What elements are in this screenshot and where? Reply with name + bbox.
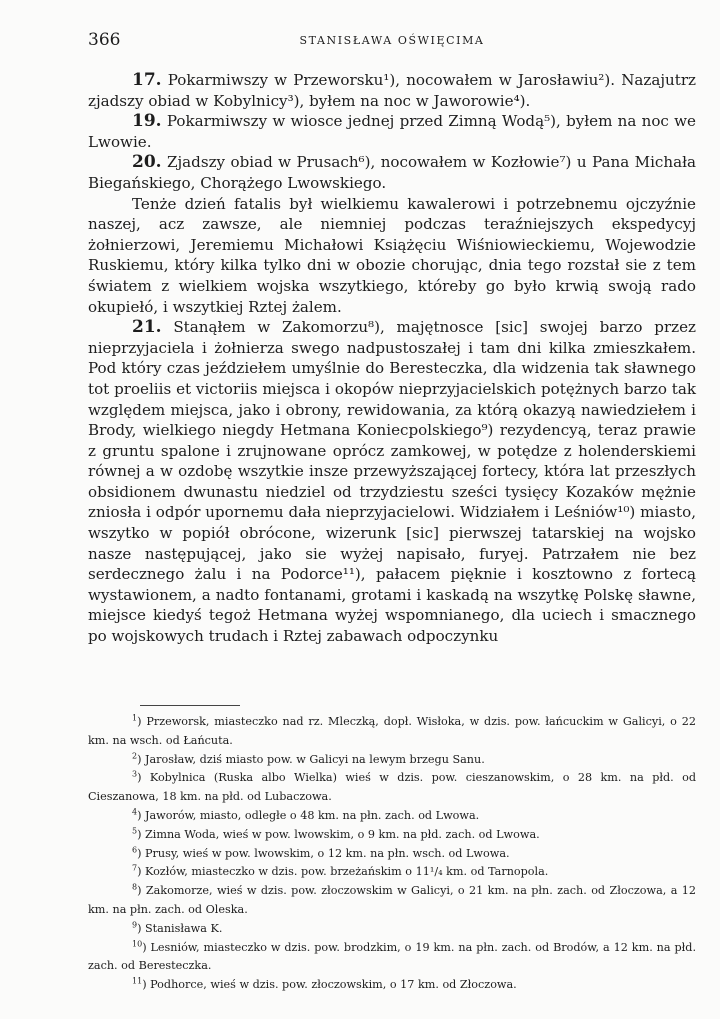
paragraph-text: Tenże dzień fatalis był wielkiemu kawalerowi i potrzebnemu ojczyźnie naszej, acz zawsze, ale niemniej podczas teraźniejszych ekspedycyj żołnierzowi, Jeremiemu Michałowi Książęciu Wiśniowieckiemu, Wojewodzie Ruskiemu, który kilka tylko dni w obozie chorując, dnia tego rozstał sie z tem światem z wielkiem wojska wszytkiego, któreby go było krwią swoją rado okupiełó, i wszytkiej Rztej żalem. bbox=[88, 194, 696, 316]
footnote: $^4$) Jaworów, miasto, odległe o 48 km. na płn. zach. od Lwowa. bbox=[132, 807, 480, 822]
footnote-mark: 5 bbox=[132, 826, 138, 836]
footnote-text: Podhorce, wieś w dzis. pow. złoczowskim, o 17 km. od Złoczowa. bbox=[150, 978, 517, 992]
paragraph bbox=[88, 317, 696, 647]
paragraph-text: Pokarmiwszy w Przeworsku¹), nocowałem w Jarosławiu²). Nazajutrz zjadszy obiad w Kobylnicy³), byłem na noc w Jaworowie⁴). bbox=[88, 71, 696, 110]
entry-number: 21. bbox=[132, 317, 162, 338]
page-header bbox=[88, 30, 696, 54]
footnote: $^3$) Kobylnica (Ruska albo Wielka) wieś w dzis. pow. cieszanowskim, o 28 km. na płd. od Cieszanowa, 18 km. na płd. od Lubaczowa. bbox=[88, 769, 697, 804]
body-text bbox=[88, 70, 696, 647]
footnote-text: Jaworów, miasto, odległe o 48 km. na płn. zach. od Lwowa. bbox=[145, 808, 480, 822]
footnote: $^2$) Jarosław, dziś miasto pow. w Galicyi na lewym brzegu Sanu. bbox=[132, 750, 485, 766]
footnote-mark: 1 bbox=[132, 713, 138, 723]
footnote-mark: 10 bbox=[132, 938, 143, 948]
footnote: $^9$) Stanisława K. bbox=[132, 920, 223, 935]
page-number: 366 bbox=[88, 30, 121, 50]
entry-number: 20. bbox=[132, 152, 162, 173]
footnote-text: Lesniów, miasteczko w dzis. pow. brodzkim, o 19 km. na płn. zach. od Brodów, a 12 km. na płd. zach. od Beresteczka. bbox=[88, 940, 697, 973]
footnote-mark: 9 bbox=[132, 920, 138, 930]
paragraph-text: Stanąłem w Zakomorzu⁸), majętnosce [sic] swojej barzo przez nieprzyjaciela i żołnierza swego nadpustoszałej i tam dni kilka zmieszkałem. Pod który czas jeździełem umyślnie do Beresteczka, dla widzenia tak sławnego tot proeliis et victoriis miejsca i okopów nieprzyjacielskich potężnych barzo tak względem miejsca, jako i obrony, rewidowania, za którą okazyą nawiedziełem i Brody, wielkiego niegdy Hetmana Koniecpolskiego⁹) rezydencyą, teraz prawie z gruntu spalone i zrujnowane oprócz zamkowej, w potędze z holenderskiemi równej a w ozdobę wszytkie insze przewyższającej fortecy, która lat przeszłych obsidionem dwunastu niedziel od trzydziestu sześci tysięcy Kozaków mężnie zniosła i odpór upornemu dała nieprzyjacielowi. Widziałem i Leśniów¹⁰) miasto, wszytko w popiół obrócone, wizerunk [sic] pierwszej tatarskiej na wojsko nasze następującej, jako sie wyżej napisało, furyej. Patrzałem nie bez serdecznego żalu i na Podorce¹¹), pałacem pięknie i kosztowno z fortecą wystawionem, a nadto fontanami, grotami i kaskadą na wszytkę Polskę sławne, miejsce kiedyś tegoż Hetmana wyżej wspomnianego, dla uciech i smacznego po wojskowych trudach i Rztej zabawach odpoczynku bbox=[88, 318, 696, 646]
paragraph bbox=[88, 194, 696, 318]
footnote: $^8$) Zakomorze, wieś w dzis. pow. złoczowskim w Galicyi, o 21 km. na płn. zach. od Złoczowa, a 12 km. na płn. zach. od Oleska. bbox=[88, 882, 697, 916]
running-head: STANISŁAWA OŚWIĘCIMA bbox=[299, 34, 485, 47]
footnote-mark: 11 bbox=[132, 976, 143, 986]
footnote: $^{11}$) Podhorce, wieś w dzis. pow. złoczowskim, o 17 km. od Złoczowa. bbox=[132, 976, 517, 992]
paragraph bbox=[88, 152, 696, 193]
footnote-mark: 4 bbox=[132, 807, 138, 817]
footnote-text: Stanisława K. bbox=[145, 921, 223, 935]
footnote: $^1$) Przeworsk, miasteczko nad rz. Mleczką, dopł. Wisłoka, w dzis. pow. łańcuckim w Galicyi, o 22 km. na wsch. od Łańcuta. bbox=[88, 713, 696, 747]
footnote-text: Przeworsk, miasteczko nad rz. Mleczką, dopł. Wisłoka, w dzis. pow. łańcuckim w Galicyi, o 22 km. na wsch. od Łańcuta. bbox=[88, 715, 696, 747]
footnote: $^{10}$) Lesniów, miasteczko w dzis. pow. brodzkim, o 19 km. na płn. zach. od Brodów, a 12 km. na płd. zach. od Beresteczka. bbox=[88, 938, 697, 973]
entry-number: 17. bbox=[132, 70, 162, 90]
footnote-mark: 7 bbox=[132, 863, 138, 873]
paragraph bbox=[88, 111, 696, 152]
paragraph-text: Pokarmiwszy w wiosce jednej przed Zimną Wodą⁵), byłem na noc we Lwowie. bbox=[88, 112, 696, 151]
entry-number: 19. bbox=[132, 111, 162, 132]
footnote-text: Prusy, wieś w pow. lwowskim, o 12 km. na płn. wsch. od Lwowa. bbox=[145, 846, 510, 860]
footnote-text: Kobylnica (Ruska albo Wielka) wieś w dzis. pow. cieszanowskim, o 28 km. na płd. od Cieszanowa, 18 km. na płd. od Lubaczowa. bbox=[88, 771, 697, 804]
footnote-mark: 3 bbox=[132, 769, 138, 779]
footnote: $^5$) Zimna Woda, wieś w pow. lwowskim, o 9 km. na płd. zach. od Lwowa. bbox=[132, 826, 540, 841]
footnotes bbox=[88, 713, 696, 995]
footnote-text: Kozłów, miasteczko w dzis. pow. brzeżańskim o 11¹/₄ km. od Tarnopola. bbox=[145, 865, 549, 879]
footnote-text: Jarosław, dziś miasto pow. w Galicyi na lewym brzegu Sanu. bbox=[145, 752, 485, 766]
paragraph bbox=[88, 70, 696, 111]
footnote-mark: 8 bbox=[132, 882, 138, 892]
footnote-text: Zimna Woda, wieś w pow. lwowskim, o 9 km. na płd. zach. od Lwowa. bbox=[145, 827, 540, 841]
paragraph-text: Zjadszy obiad w Prusach⁶), nocowałem w Kozłowie⁷) u Pana Michała Biegańskiego, Chorążego Lwowskiego. bbox=[88, 153, 696, 192]
footnote: $^7$) Kozłów, miasteczko w dzis. pow. brzeżańskim o 11¹/₄ km. od Tarnopola. bbox=[132, 863, 549, 879]
footnote: $^6$) Prusy, wieś w pow. lwowskim, o 12 km. na płn. wsch. od Lwowa. bbox=[132, 844, 510, 860]
footnote-text: Zakomorze, wieś w dzis. pow. złoczowskim w Galicyi, o 21 km. na płn. zach. od Złoczowa, a 12 km. na płn. zach. od Oleska. bbox=[88, 884, 697, 916]
footnote-mark: 6 bbox=[132, 844, 138, 854]
footnote-mark: 2 bbox=[132, 750, 138, 760]
footnote-divider bbox=[140, 705, 240, 706]
